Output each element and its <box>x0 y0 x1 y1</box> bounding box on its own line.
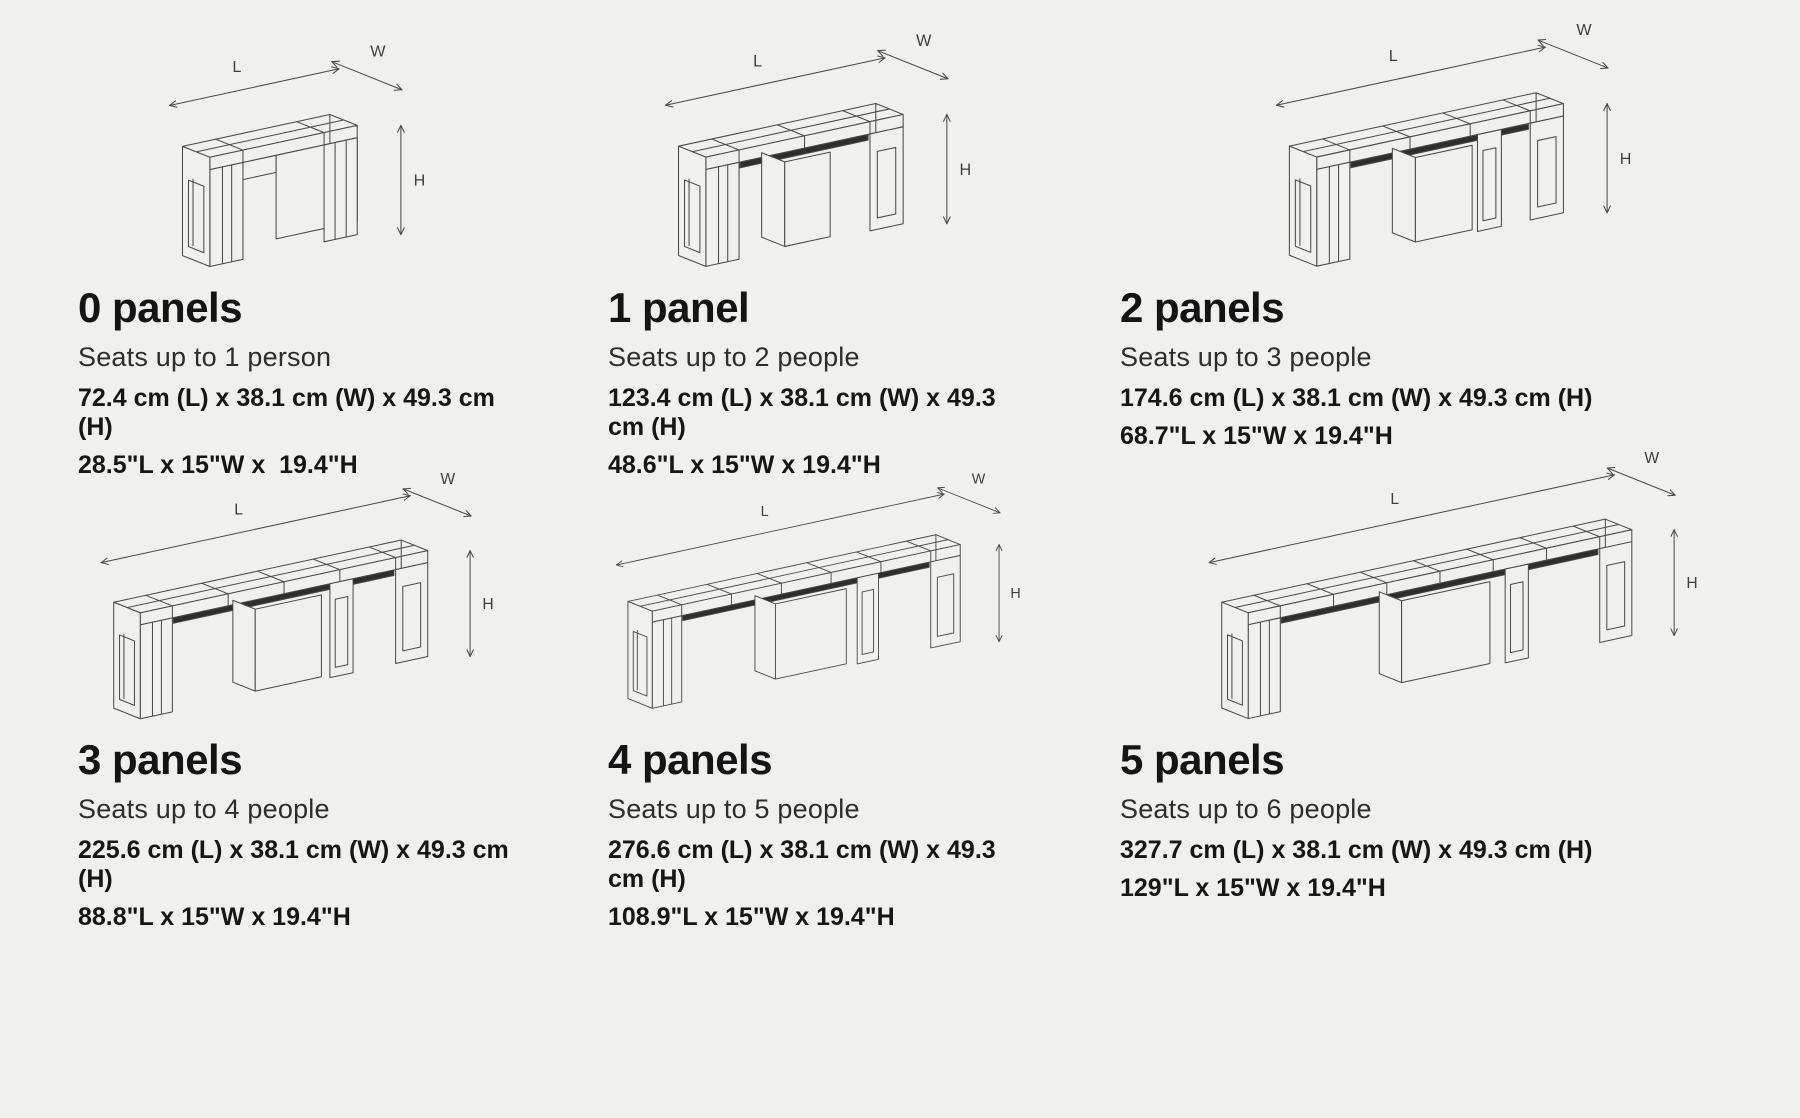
variant-card-4-panels <box>530 452 1042 1118</box>
length-arrow <box>666 52 885 107</box>
bench-drawing <box>1289 93 1563 266</box>
width-arrow <box>403 471 471 516</box>
length-arrow <box>1276 45 1545 107</box>
dimensions-metric: 174.6 cm (L) x 38.1 cm (W) x 49.3 cm (H) <box>1120 384 1593 413</box>
bench-isometric-svg <box>608 451 1032 728</box>
width-label: W <box>1575 21 1592 40</box>
length-arrow <box>170 58 340 107</box>
height-label: H <box>1619 149 1632 168</box>
height-label: H <box>1010 586 1022 603</box>
dimensions-metric: 225.6 cm (L) x 38.1 cm (W) x 49.3 cm (H) <box>78 836 509 894</box>
seats-capacity: Seats up to 5 people <box>608 794 860 825</box>
width-arrow <box>332 43 402 91</box>
bench-isometric-svg <box>1267 11 1644 276</box>
seats-capacity: Seats up to 1 person <box>78 342 332 373</box>
seats-capacity: Seats up to 6 people <box>1120 794 1372 825</box>
seats-capacity: Seats up to 3 people <box>1120 342 1372 373</box>
dimensions-imperial: 48.6"L x 15"W x 19.4"H <box>608 451 881 480</box>
width-label: W <box>1644 450 1661 468</box>
variant-title: 4 panels <box>608 736 773 783</box>
length-label: L <box>1388 47 1399 66</box>
bench-isometric-svg <box>1200 440 1710 728</box>
dimensions-metric: 327.7 cm (L) x 38.1 cm (W) x 49.3 cm (H) <box>1120 836 1593 865</box>
height-arrow <box>996 545 1021 642</box>
length-label: L <box>232 57 243 76</box>
bench-diagram-2-panels <box>1120 21 1790 276</box>
bench-drawing <box>628 535 960 709</box>
bench-drawing <box>1222 519 1632 718</box>
bench-diagram-3-panels <box>78 456 520 728</box>
variant-card-1-panels <box>530 0 1042 480</box>
variant-title: 2 panels <box>1120 284 1285 331</box>
variant-card-5-panels <box>1042 452 1800 1118</box>
seats-capacity: Seats up to 4 people <box>78 794 330 825</box>
dimensions-imperial: 68.7"L x 15"W x 19.4"H <box>1120 422 1393 451</box>
bench-drawing <box>114 540 428 719</box>
dimensions-metric: 276.6 cm (L) x 38.1 cm (W) x 49.3 cm (H) <box>608 836 996 894</box>
width-arrow <box>1538 21 1608 68</box>
bench-diagram-0-panels <box>78 26 520 276</box>
dimensions-imperial: 28.5"L x 15"W x 19.4"H <box>78 451 358 480</box>
variant-title: 3 panels <box>78 736 243 783</box>
bench-isometric-svg <box>92 461 506 728</box>
height-arrow <box>1671 530 1699 636</box>
bench-diagram-1-panels <box>608 26 1032 276</box>
variant-title: 0 panels <box>78 284 243 331</box>
length-label: L <box>234 501 244 519</box>
variant-title: 1 panel <box>608 284 750 331</box>
dimensions-metric: 123.4 cm (L) x 38.1 cm (W) x 49.3 cm (H) <box>608 384 996 442</box>
length-label: L <box>760 504 770 521</box>
variant-card-2-panels <box>1042 0 1800 452</box>
width-arrow <box>938 471 1000 513</box>
seats-capacity: Seats up to 2 people <box>608 342 860 373</box>
length-label: L <box>753 52 764 71</box>
variant-card-0-panels <box>0 0 530 480</box>
length-label: L <box>1390 491 1400 509</box>
height-label: H <box>1686 575 1699 593</box>
bench-diagram-5-panels <box>1120 450 1790 728</box>
height-label: H <box>959 160 973 179</box>
bench-diagram-4-panels <box>608 456 1032 728</box>
width-arrow <box>1607 450 1675 495</box>
width-label: W <box>916 31 933 50</box>
bench-isometric-svg <box>656 22 984 276</box>
height-label: H <box>482 596 495 614</box>
height-arrow <box>1603 104 1632 213</box>
variant-title: 5 panels <box>1120 736 1285 783</box>
height-arrow <box>467 551 495 657</box>
dimensions-metric: 72.4 cm (L) x 38.1 cm (W) x 49.3 cm (H) <box>78 384 495 442</box>
width-arrow <box>878 32 948 80</box>
height-arrow <box>398 125 427 234</box>
bench-drawing <box>679 104 904 267</box>
dimensions-imperial: 129"L x 15"W x 19.4"H <box>1120 874 1386 903</box>
width-label: W <box>440 471 457 489</box>
width-label: W <box>370 42 387 61</box>
height-label: H <box>413 171 427 190</box>
width-label: W <box>971 471 987 488</box>
dimensions-imperial: 108.9"L x 15"W x 19.4"H <box>608 903 895 932</box>
bench-isometric-svg <box>160 33 438 276</box>
variant-card-3-panels <box>0 452 530 1118</box>
bench-drawing <box>182 114 357 266</box>
height-arrow <box>944 114 973 223</box>
dimensions-imperial: 88.8"L x 15"W x 19.4"H <box>78 903 351 932</box>
